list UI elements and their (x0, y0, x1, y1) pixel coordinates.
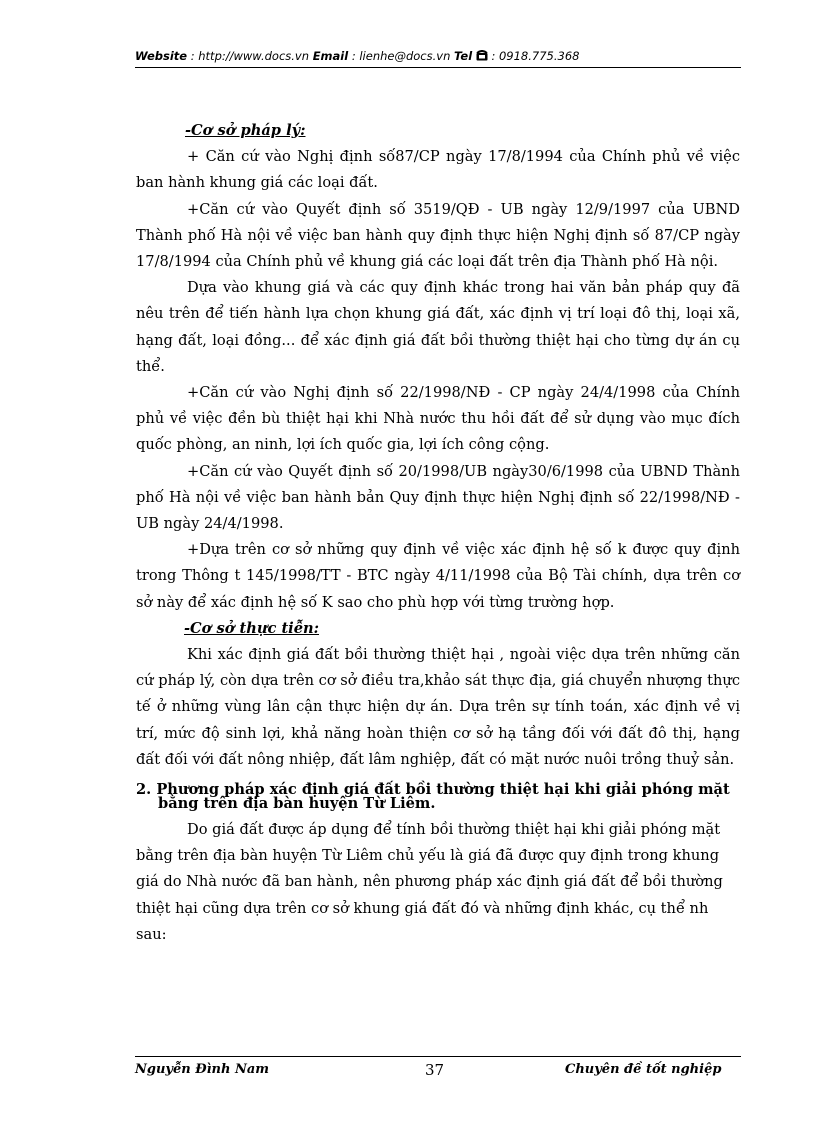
paragraph: +Căn cứ vào Quyết định số 3519/QĐ - UB ngày 12/9/1997 của UBND Thành phố Hà nội về việc ban hành quy định thực hiện Nghị định số 87/CP ngày 17/8/1994 của Chính phủ về khung giá các loại đất trên địa Thành phố Hà nội. (136, 200, 740, 271)
email-label: Email (312, 49, 349, 63)
footer-document-type: Chuyên đề tốt nghiệp (565, 1062, 722, 1077)
paragraph: +Căn cứ vào Nghị định số 22/1998/NĐ - CP ngày 24/4/1998 của Chính phủ về việc đền bù thiệt hại khi Nhà nước thu hồi đất để sử dụng vào mục đích quốc phòng, an ninh, lợi ích quốc gia, lợi ích công cộng. (136, 384, 740, 454)
practical-basis-title: -Cơ sở thực tiễn: (184, 619, 320, 637)
page-number: 37 (425, 1061, 445, 1079)
paragraph: + Căn cứ vào Nghị định số87/CP ngày 17/8/1994 của Chính phủ về việc ban hành khung giá các loại đất. (136, 148, 740, 192)
website-value: : http://www.docs.vn (187, 49, 313, 63)
header-divider (135, 67, 741, 68)
document-body (136, 118, 740, 948)
paragraph: +Dựa trên cơ sở những quy định về việc xác định hệ số k được quy định trong Thông t 145/1998/TT - BTC ngày 4/11/1998 của Bộ Tài chính, dựa trên cơ sở này để xác định hệ số K sao cho phù hợp với từng trường hợp. (136, 541, 740, 611)
paragraph: Dựa vào khung giá và các quy định khác trong hai văn bản pháp quy đã nêu trên để tiến hành lựa chọn khung giá đất, xác định vị trí loại đô thị, loại xã, hạng đất, loại đồng... để xác định giá đất bồi thường thiệt hại cho từng dự án cụ thể. (136, 279, 740, 375)
legal-basis-title: -Cơ sở pháp lý: (185, 122, 306, 139)
page-header (135, 49, 741, 69)
tel-value: : 0918.775.368 (487, 49, 580, 63)
paragraph: Do giá đất được áp dụng để tính bồi thường thiệt hại khi giải phóng mặt bằng trên địa bàn huyện Từ Liêm chủ yếu là giá đã được quy định trong khung giá do Nhà nước đã ban hành, nên phương pháp xác định giá đất để bồi thường thiệt hại cũng dựa trên cơ sở khung giá đất đó và những định khác, cụ thể nh sau: (136, 821, 723, 943)
paragraph: Khi xác định giá đất bồi thường thiệt hại , ngoài việc dựa trên những căn cứ pháp lý, còn dựa trên cơ sở điều tra,khảo sát thực địa, giá chuyển nhượng thực tế ở những vùng lân cận thực hiện dự án. Dựa trên sự tính toán, xác định về vị trí, mức độ sinh lợi, khả năng hoàn thiện cơ sở hạ tầng đối với đất đô thị, hạng đất đối với đất nông nhiệp, đất lâm nghiệp, đất có mặt nước nuôi trồng thuỷ sản. (136, 646, 740, 768)
paragraph: +Căn cứ vào Quyết định số 20/1998/UB ngày30/6/1998 của UBND Thành phố Hà nội về việc ban hành bản Quy định thực hiện Nghị định số 22/1998/NĐ - UB ngày 24/4/1998. (136, 462, 740, 533)
footer-divider (135, 1056, 741, 1057)
phone-icon (476, 50, 488, 64)
section-heading-line-1: 2. Phương pháp xác định giá đất bồi thường thiệt hại khi giải phóng mặt (136, 781, 730, 799)
footer-author: Nguyễn Đình Nam (135, 1062, 270, 1077)
website-label: Website (135, 49, 188, 63)
tel-label: Tel (454, 49, 473, 63)
section-heading-line-2: bằng trên địa bàn huyện Từ Liêm. (158, 795, 436, 813)
email-value: : lienhe@docs.vn (348, 49, 455, 63)
section-heading (136, 783, 740, 811)
